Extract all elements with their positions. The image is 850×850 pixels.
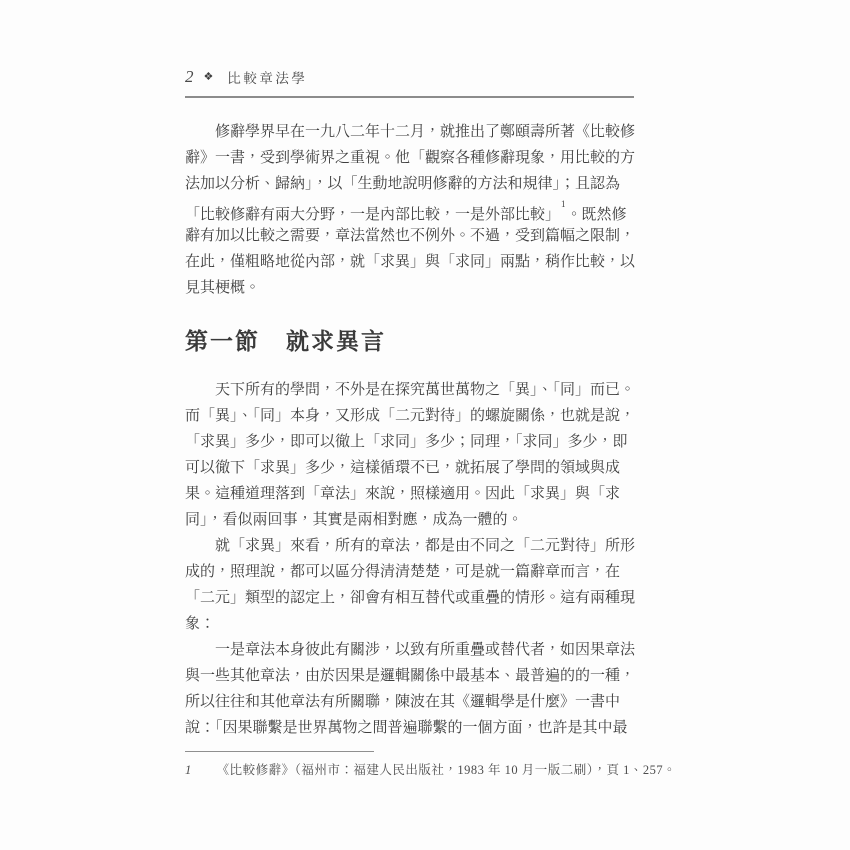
text-line: 可以徹下「求異」多少，這樣循環不已，就拓展了學問的領域與成 — [185, 460, 621, 476]
text-line: 「求異」多少，即可以徹上「求同」多少；同理，「求同」多少，即 — [185, 434, 628, 450]
paragraph-3 — [185, 533, 643, 637]
section-number: 第一節 — [185, 328, 260, 354]
text-line: 見其梗概。 — [185, 280, 261, 296]
footnote-rule — [185, 751, 374, 752]
paragraph-4 — [185, 637, 643, 741]
footnote — [185, 761, 685, 779]
footnote-marker: 1 — [185, 763, 192, 777]
text-line: 「二元」類型的認定上，卻會有相互替代或重疊的情形。這有兩種現 — [185, 590, 636, 606]
footnote-reference: 1 — [561, 199, 566, 209]
page-content — [185, 66, 643, 741]
text-line: 辭》一書，受到學術界之重視。他「觀察各種修辭現象，用比較的方 — [185, 150, 636, 166]
text-segment: 「比較修辭有兩大分野，一是內部比較，一是外部比較」 — [185, 207, 561, 223]
text-line: 說：「因果聯繫是世界萬物之間普遍聯繫的一個方面，也許是其中最 — [185, 720, 628, 736]
text-line: 一是章法本身彼此有關涉，以致有所重疊或替代者，如因果章法 — [215, 642, 636, 658]
section-title: 就求異言 — [286, 328, 386, 354]
text-line: 象： — [185, 616, 216, 632]
text-line: 法加以分析、歸納」，以「生動地說明修辭的方法和規律」；且認為 — [185, 176, 621, 192]
header-rule — [185, 96, 634, 98]
ornament-icon: ❖ — [203, 70, 214, 83]
book-title: 比較章法學 — [227, 71, 308, 86]
paragraph-2 — [185, 377, 643, 533]
text-line: 修辭學界早在一九八二年十二月，就推出了鄭頤壽所著《比較修 — [215, 124, 636, 140]
text-line: 就「求異」來看，所有的章法，都是由不同之「二元對待」所形 — [215, 538, 636, 554]
text-line: 天下所有的學問，不外是在探究萬世萬物之「異」、「同」而已。 — [215, 382, 636, 398]
text-line: 在此，僅粗略地從內部，就「求異」與「求同」兩點，稍作比較，以 — [185, 254, 636, 270]
text-line: 而「異」、「同」本身，又形成「二元對待」的螺旋關係，也就是說， — [185, 408, 636, 424]
text-line: 辭有加以比較之需要，章法當然也不例外。不過，受到篇幅之限制， — [185, 228, 636, 244]
text-line: 所以往往和其他章法有所關聯，陳波在其《邏輯學是什麼》一書中 — [185, 694, 621, 710]
text-line: 成的，照理說，都可以區分得清清楚楚，可是就一篇辭章而言，在 — [185, 564, 621, 580]
text-segment: 。既然修 — [566, 207, 627, 223]
section-heading — [185, 325, 643, 357]
text-line: 果。這種道理落到「章法」來說，照樣適用。因此「求異」與「求 — [185, 486, 621, 502]
footnote-text: 《比較修辭》（福州市：福建人民出版社，1983 年 10 月一版二刷），頁 1、257。 — [216, 763, 677, 777]
page-number: 2 — [185, 67, 195, 86]
text-line — [185, 197, 643, 223]
text-line: 同」，看似兩回事，其實是兩相對應，成為一體的。 — [185, 512, 523, 528]
running-header — [185, 66, 643, 88]
text-line: 與一些其他章法，由於因果是邏輯關係中最基本、最普遍的的一種， — [185, 668, 636, 684]
paragraph-1 — [185, 119, 643, 301]
